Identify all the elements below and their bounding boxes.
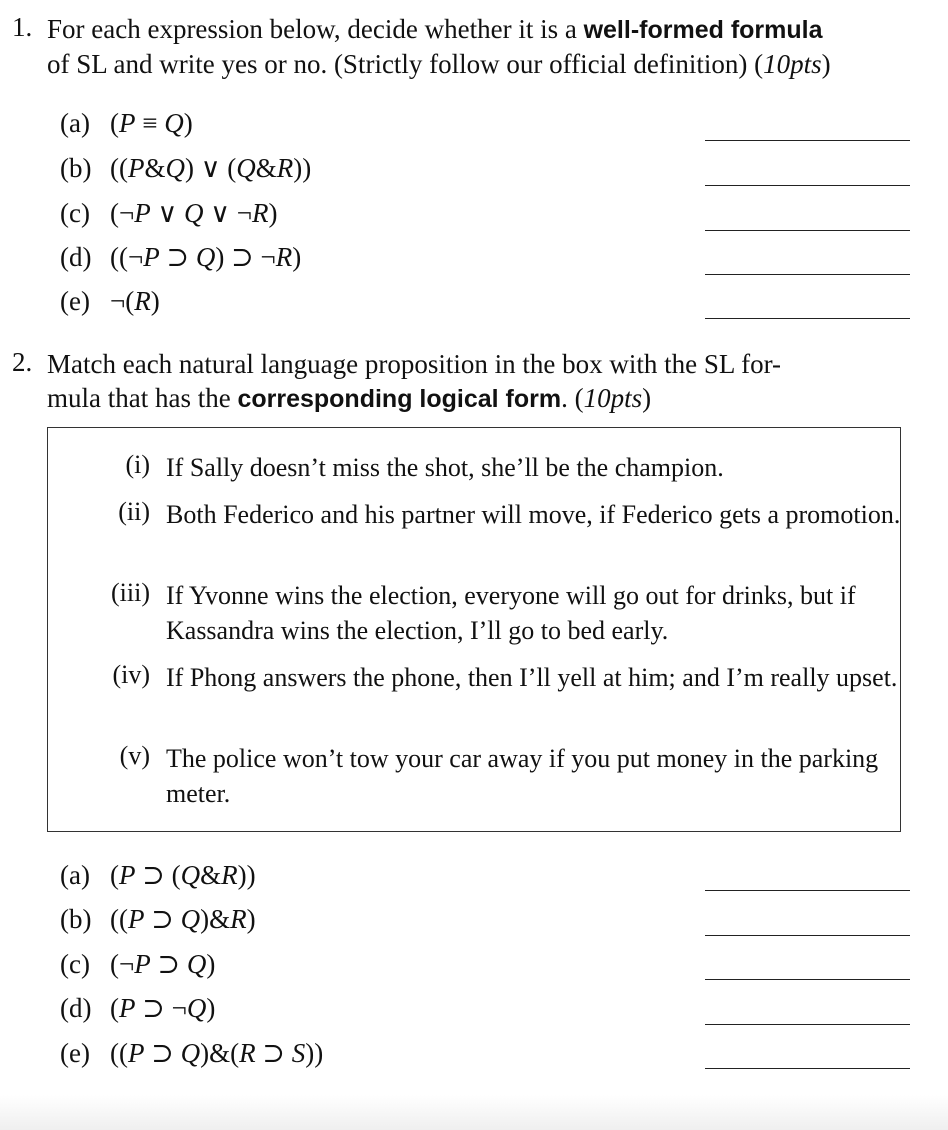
q1-item-b-answer-line[interactable] — [705, 185, 910, 186]
prop-iii-label: (iii) — [111, 578, 150, 607]
q2-line1: Match each natural language proposition in the box with the SL for- — [47, 349, 782, 379]
q1-item-a-answer-line[interactable] — [705, 140, 910, 141]
question-1-number: 1. — [12, 12, 33, 42]
prop-ii-label: (ii) — [118, 497, 150, 526]
q1-line2-end: ) — [821, 49, 831, 79]
q2-item-b-answer-line[interactable] — [705, 935, 910, 936]
propositions-box — [47, 427, 901, 832]
q2-item-d-formula: (P ⊃ ¬Q) — [110, 993, 216, 1023]
q2-item-d-answer-line[interactable] — [705, 1024, 910, 1025]
prop-iv-label: (iv) — [112, 660, 150, 689]
q2-line2: mula that has the — [47, 383, 231, 413]
q1-item-e-answer-line[interactable] — [705, 318, 910, 319]
question-2-number: 2. — [12, 347, 33, 377]
prop-v-label: (v) — [119, 741, 150, 770]
q2-item-d-label: (d) — [60, 993, 92, 1023]
q2-item-a-formula: (P ⊃ (Q&R)) — [110, 860, 256, 890]
q2-item-e-label: (e) — [60, 1038, 90, 1068]
q1-item-d-formula: ((¬P ⊃ Q) ⊃ ¬R) — [110, 242, 302, 272]
q2-item-c-formula: (¬P ⊃ Q) — [110, 949, 216, 979]
question-2-prompt — [47, 347, 917, 416]
q2-line2-mid: . ( — [561, 383, 584, 413]
q2-item-e-answer-line[interactable] — [705, 1068, 910, 1069]
q1-bold-term: well-formed formula — [583, 16, 823, 44]
page-bottom-edge — [0, 1095, 948, 1130]
q1-item-e-formula: ¬(R) — [110, 286, 160, 316]
q2-item-a-answer-line[interactable] — [705, 890, 910, 891]
q1-item-a-label: (a) — [60, 108, 90, 138]
q1-points: 10pts — [763, 49, 822, 79]
q1-item-b-formula: ((P&Q) ∨ (Q&R)) — [110, 153, 312, 183]
q1-item-c-answer-line[interactable] — [705, 230, 910, 231]
q2-item-c-answer-line[interactable] — [705, 979, 910, 980]
q2-item-e-formula: ((P ⊃ Q)&(R ⊃ S)) — [110, 1038, 324, 1068]
prop-ii-text: Both Federico and his partner will move, if Federico gets a promotion. — [166, 500, 901, 529]
q2-item-b-label: (b) — [60, 904, 92, 934]
question-1-prompt — [47, 12, 917, 81]
prop-i-text: If Sally doesn’t miss the shot, she’ll be the champion. — [166, 453, 724, 482]
q2-bold-term: corresponding logical form — [237, 385, 562, 413]
q2-item-a-label: (a) — [60, 860, 90, 890]
q1-item-c-label: (c) — [60, 198, 90, 228]
q1-line2: of SL and write yes or no. (Strictly follow our official definition) ( — [47, 49, 764, 79]
q2-points: 10pts — [583, 383, 643, 413]
prop-iii-text: If Yvonne wins the election, everyone will go out for drinks, but if Kassandra wins the election, I’ll go to bed early. — [166, 581, 856, 645]
q1-item-e-label: (e) — [60, 286, 90, 316]
q1-line1: For each expression below, decide whether it is a — [47, 14, 577, 44]
prop-i-label: (i) — [125, 450, 150, 479]
q2-item-b-formula: ((P ⊃ Q)&R) — [110, 904, 256, 934]
q2-line2-end: ) — [642, 383, 652, 413]
prop-iv-text: If Phong answers the phone, then I’ll yell at him; and I’m really upset. — [166, 663, 898, 692]
q1-item-d-answer-line[interactable] — [705, 274, 910, 275]
q1-item-b-label: (b) — [60, 153, 92, 183]
q2-item-c-label: (c) — [60, 949, 90, 979]
q1-item-a-formula: (P ≡ Q) — [110, 108, 193, 138]
prop-v-text: The police won’t tow your car away if you put money in the parking meter. — [166, 744, 879, 808]
q1-item-c-formula: (¬P ∨ Q ∨ ¬R) — [110, 198, 278, 228]
q1-item-d-label: (d) — [60, 242, 92, 272]
